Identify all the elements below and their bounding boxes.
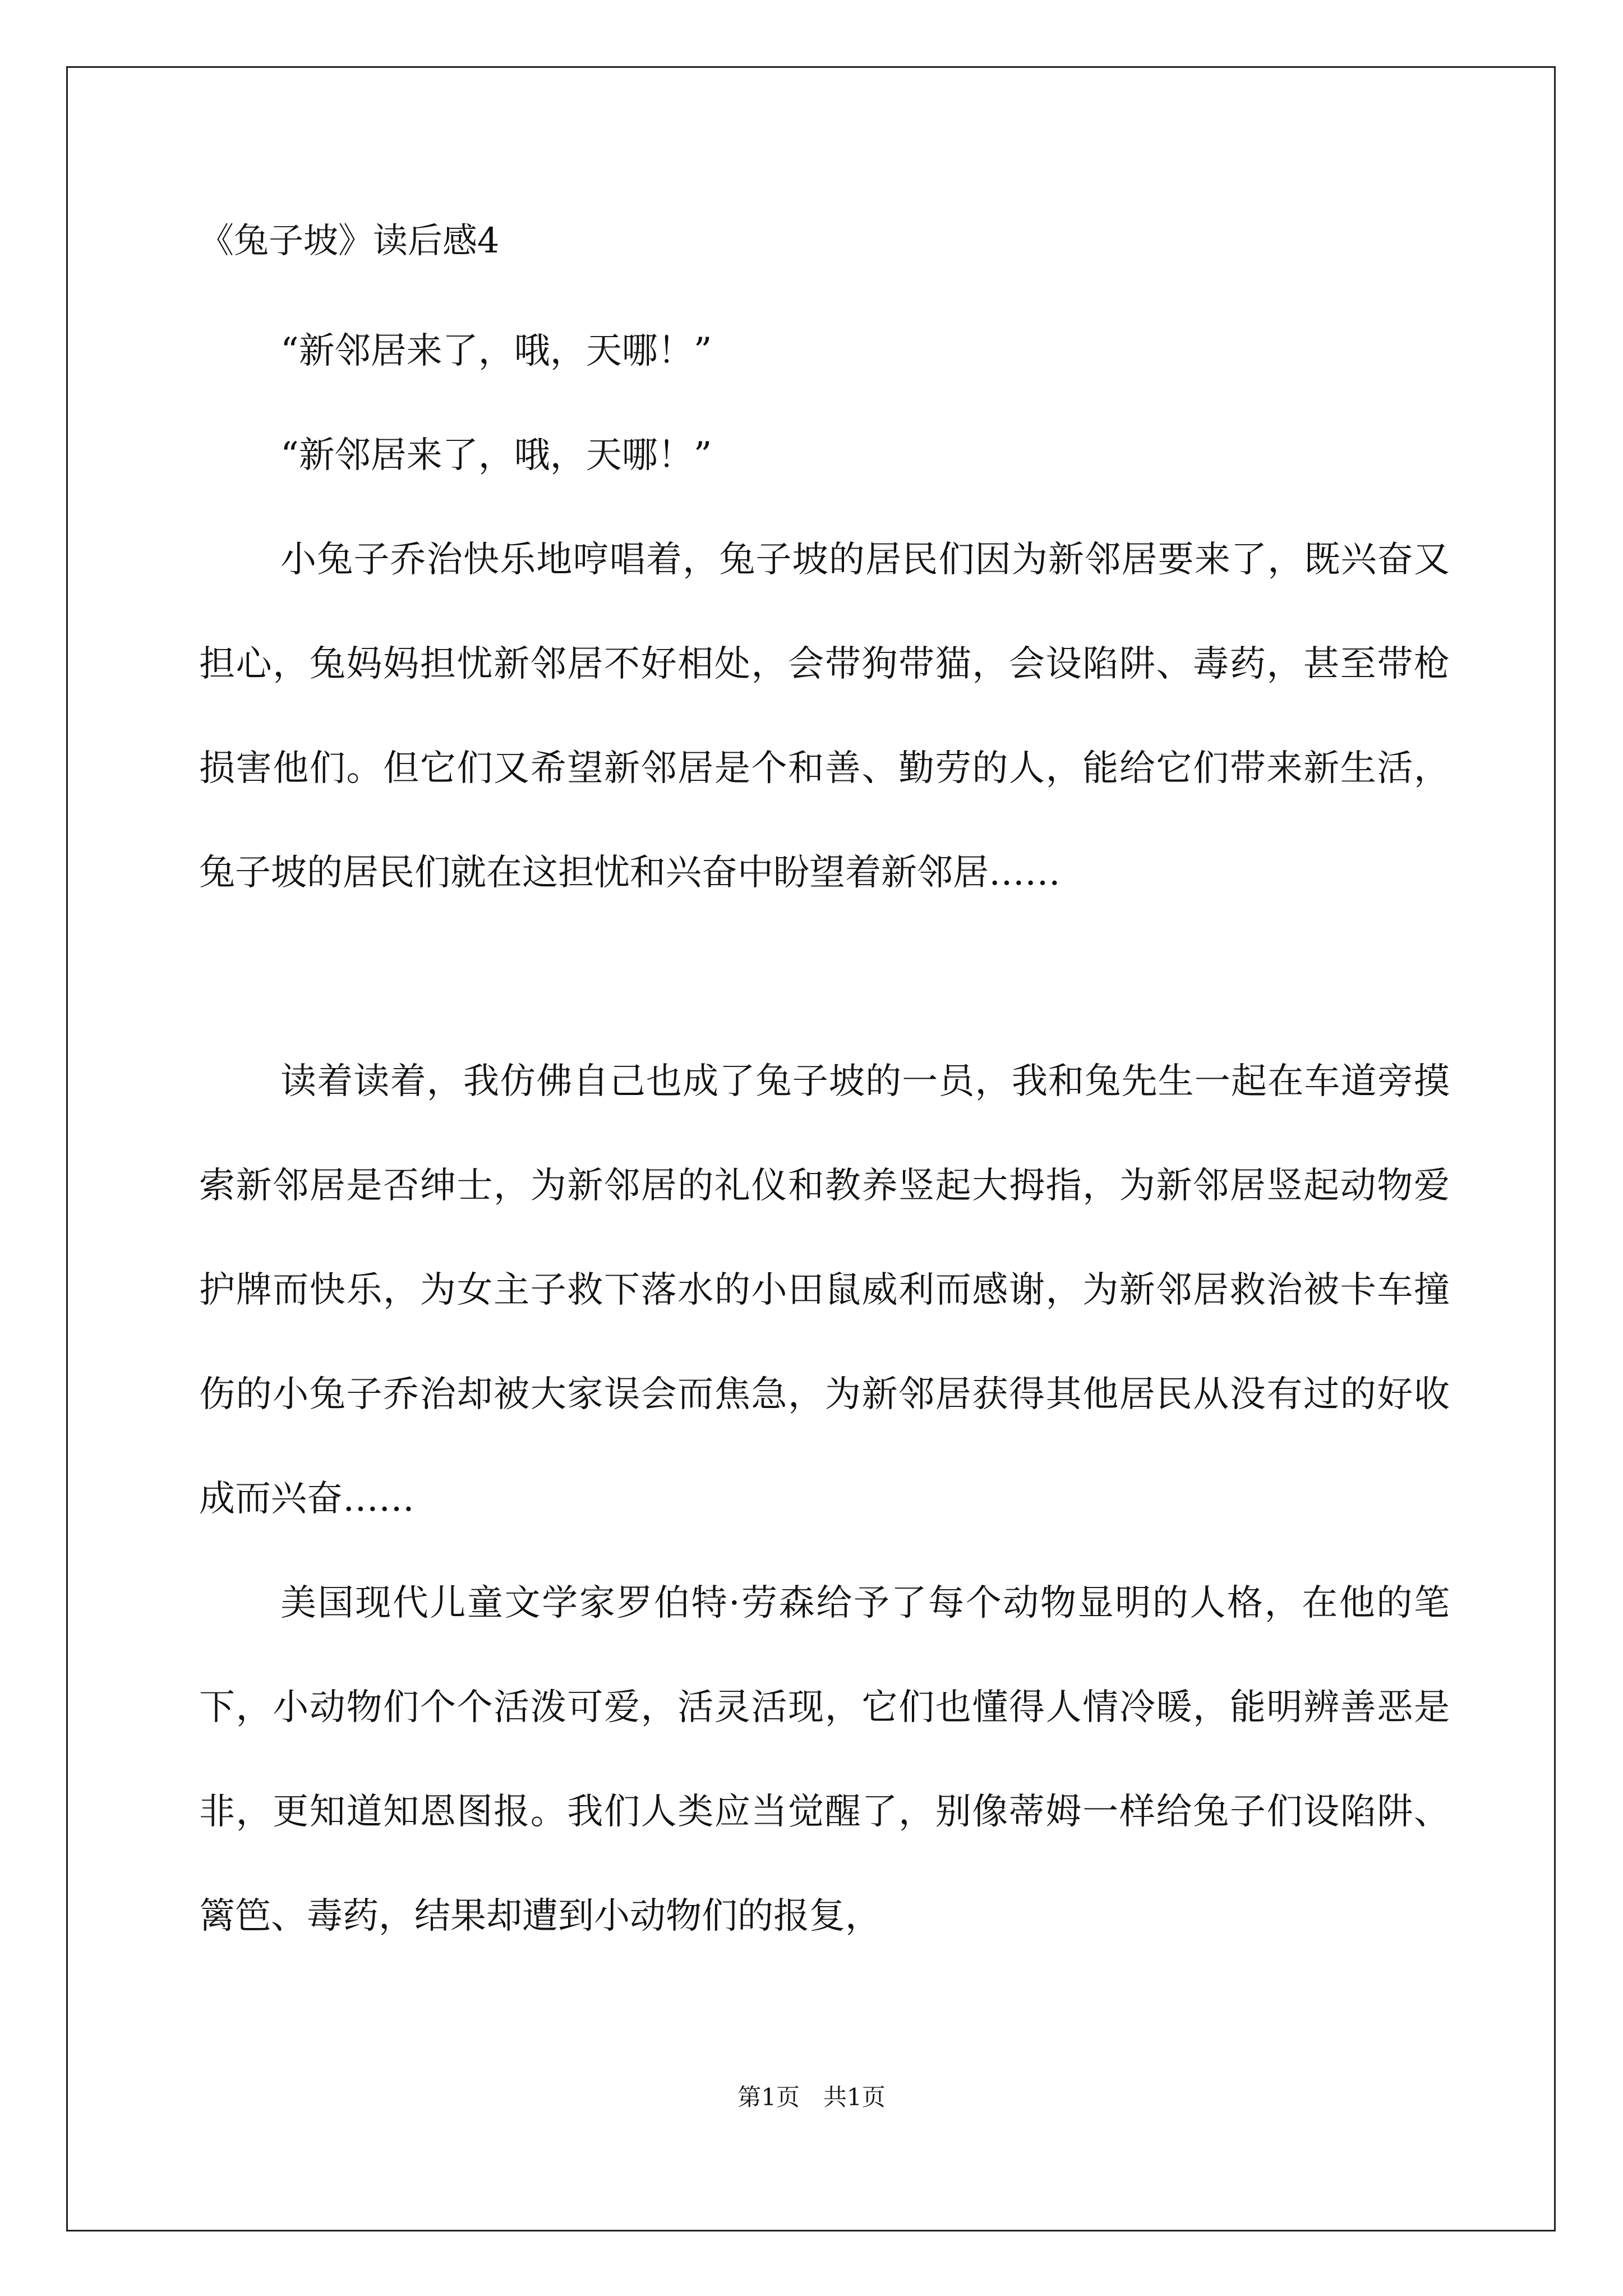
paragraph-3: 小兔子乔治快乐地哼唱着，兔子坡的居民们因为新邻居要来了，既兴奋又担心，兔妈妈担忧新邻居不好相处，会带狗带猫，会设陷阱、毒药，甚至带枪损害他们。但它们又希望新邻居是个和善、勤劳的人，能给它们带来新生活，兔子坡的居民们就在这担忧和兴奋中盼望着新邻居…… (199, 539, 1450, 894)
paragraph-2: “新邻居来了，哦，天哪！” (280, 435, 712, 476)
page-number-footer: 第1页 共1页 (737, 2083, 886, 2111)
paragraph-5: 美国现代儿童文学家罗伯特·劳森给予了每个动物显明的人格，在他的笔下，小动物们个个活泼可爱，活灵活现，它们也懂得人情冷暖，能明辨善恶是非，更知道知恩图报。我们人类应当觉醒了，别像蒂姆一样给兔子们设陷阱、篱笆、毒药，结果却遭到小动物们的报复， (199, 1582, 1450, 1937)
paragraph-1: “新邻居来了，哦，天哪！” (280, 330, 712, 372)
paragraph-4: 读着读着，我仿佛自己也成了兔子坡的一员，我和兔先生一起在车道旁摸索新邻居是否绅士，为新邻居的礼仪和教养竖起大拇指，为新邻居竖起动物爱护牌而快乐，为女主子救下落水的小田鼠威利而感谢，为新邻居救治被卡车撞伤的小兔子乔治却被大家误会而焦急，为新邻居获得其他居民从没有过的好收成而兴奋…… (199, 1061, 1450, 1520)
document-title: 《兔子坡》读后感4 (199, 220, 500, 261)
